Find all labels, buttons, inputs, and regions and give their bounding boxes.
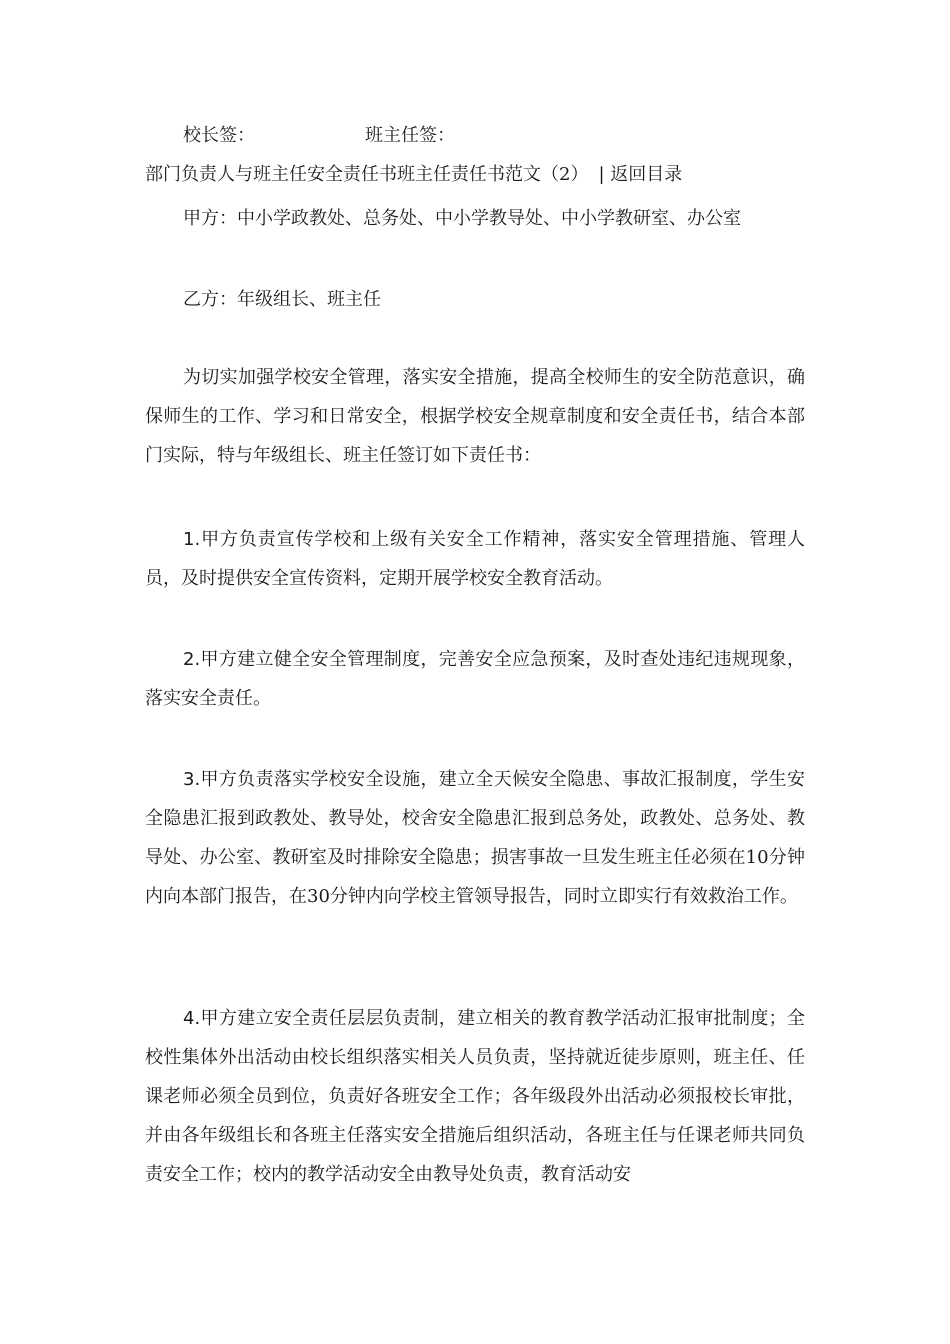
- intro-paragraph: 为切实加强学校安全管理，落实安全措施，提高全校师生的安全防范意识，确保师生的工作、学习和日常安全，根据学校安全规章制度和安全责任书，结合本部门实际，特与年级组长、班主任签订如下责任书：: [145, 367, 805, 466]
- document-title-text: 部门负责人与班主任安全责任书班主任责任书范文（2）: [145, 164, 589, 185]
- clause-text: 甲方负责宣传学校和上级有关安全工作精神，落实安全管理措施、管理人员，及时提供安全宣传资料，定期开展学校安全教育活动。: [145, 529, 805, 589]
- clause-number: 4.: [183, 1008, 201, 1029]
- clause-1: [145, 520, 805, 598]
- clause-2: [145, 640, 805, 718]
- party-a-paragraph: 甲方：中小学政教处、总务处、中小学教导处、中小学教研室、办公室: [183, 208, 741, 229]
- principal-signature-label: 校长签：: [183, 125, 255, 146]
- clause-text: 甲方负责落实学校安全设施，建立全天候安全隐患、事故汇报制度，学生安全隐患汇报到政教处、教导处，校舍安全隐患汇报到总务处，政教处、总务处、教导处、办公室、教研室及时排除安全隐患；损害事故一旦发生班主任必须在10分钟内向本部门报告，在30分钟内向学校主管领导报告，同时立即实行有效救治工作。: [145, 769, 805, 907]
- head-teacher-signature-label: 班主任签：: [365, 125, 455, 146]
- document-title: [145, 164, 682, 186]
- clause-text: 甲方建立健全安全管理制度，完善安全应急预案，及时查处违纪违规现象，落实安全责任。: [145, 649, 805, 709]
- clause-number: 1.: [183, 529, 201, 550]
- clause-4: [145, 999, 805, 1194]
- back-to-toc-link[interactable]: | 返回目录: [598, 164, 683, 185]
- party-b-paragraph: 乙方：年级组长、班主任: [183, 289, 381, 310]
- clause-3: [145, 760, 805, 916]
- clause-text: 甲方建立安全责任层层负责制，建立相关的教育教学活动汇报审批制度；全校性集体外出活动由校长组织落实相关人员负责，坚持就近徒步原则，班主任、任课老师必须全员到位，负责好各班安全工作；各年级段外出活动必须报校长审批，并由各年级组长和各班主任落实安全措施后组织活动，各班主任与任课老师共同负责安全工作；校内的教学活动安全由教导处负责，教育活动安: [145, 1008, 805, 1185]
- clause-number: 3.: [183, 769, 201, 790]
- clause-number: 2.: [183, 649, 201, 670]
